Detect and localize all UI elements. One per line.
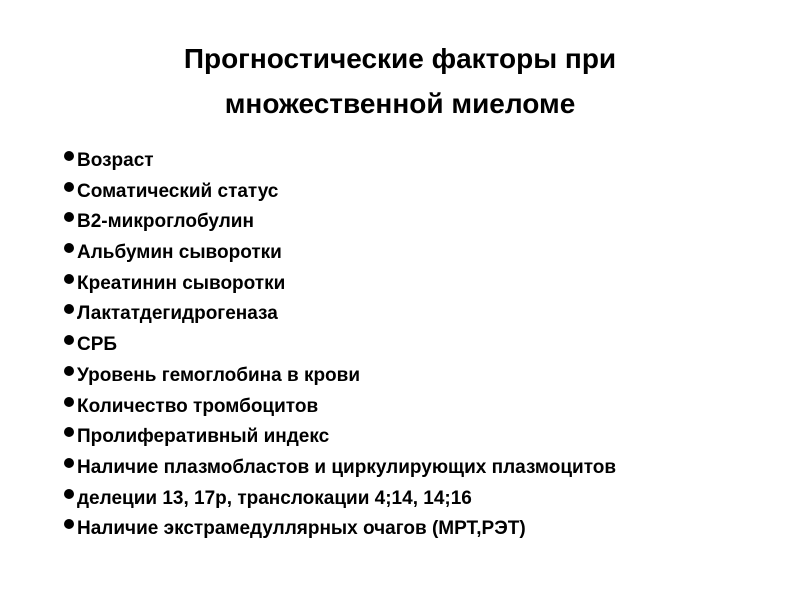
bullet-item-age [64, 145, 616, 176]
bullet-text: Лактатдегидрогеназа [77, 303, 278, 325]
bullet-dot-icon [64, 366, 74, 376]
bullet-text: Количество тромбоцитов [77, 395, 319, 417]
bullet-dot-icon [64, 397, 74, 407]
bullet-text: СРБ [77, 334, 118, 356]
bullet-item-ldh [64, 298, 616, 329]
bullet-dot-icon [64, 243, 74, 253]
bullet-dot-icon [64, 151, 74, 161]
slide-title-line-2: множественной миеломе [224, 88, 576, 119]
bullet-item-crp [64, 329, 616, 360]
slide-title [0, 36, 800, 126]
bullet-text: Креатинин сыворотки [77, 272, 286, 294]
bullet-dot-icon [64, 274, 74, 284]
bullet-text: Пролиферативный индекс [77, 426, 330, 448]
bullet-text: Наличие плазмобластов и циркулирующих плазмоцитов [77, 456, 617, 478]
bullet-dot-icon [64, 489, 74, 499]
bullet-item-proliferative-index [64, 421, 616, 452]
bullet-dot-icon [64, 458, 74, 468]
slide-title-line-1: Прогностические факторы при [183, 43, 617, 74]
bullet-item-plasmablasts [64, 452, 616, 483]
bullet-item-serum-creatinine [64, 268, 616, 299]
bullet-dot-icon [64, 304, 74, 314]
bullet-text: делеции 13, 17p, транслокации 4;14, 14;16 [77, 487, 472, 509]
bullet-text: В2-микроглобулин [77, 211, 254, 233]
bullet-text: Наличие экстрамедуллярных очагов (МРТ,РЭТ) [77, 518, 526, 540]
bullet-dot-icon [64, 182, 74, 192]
bullet-dot-icon [64, 335, 74, 345]
bullet-dot-icon [64, 519, 74, 529]
bullet-item-hemoglobin [64, 360, 616, 391]
bullet-item-b2-microglobulin [64, 206, 616, 237]
bullet-text: Соматический статус [77, 180, 279, 202]
bullet-item-extramedullary-foci [64, 513, 616, 544]
bullet-text: Возраст [77, 150, 154, 171]
bullet-item-deletions-translocations [64, 483, 616, 514]
bullet-item-serum-albumin [64, 237, 616, 268]
bullet-text: Альбумин сыворотки [77, 242, 282, 264]
bullet-item-somatic-status [64, 176, 616, 207]
bullet-item-platelets [64, 391, 616, 422]
bullet-dot-icon [64, 427, 74, 437]
bullet-dot-icon [64, 212, 74, 222]
bullet-list [64, 145, 616, 544]
bullet-text: Уровень гемоглобина в крови [77, 364, 361, 386]
